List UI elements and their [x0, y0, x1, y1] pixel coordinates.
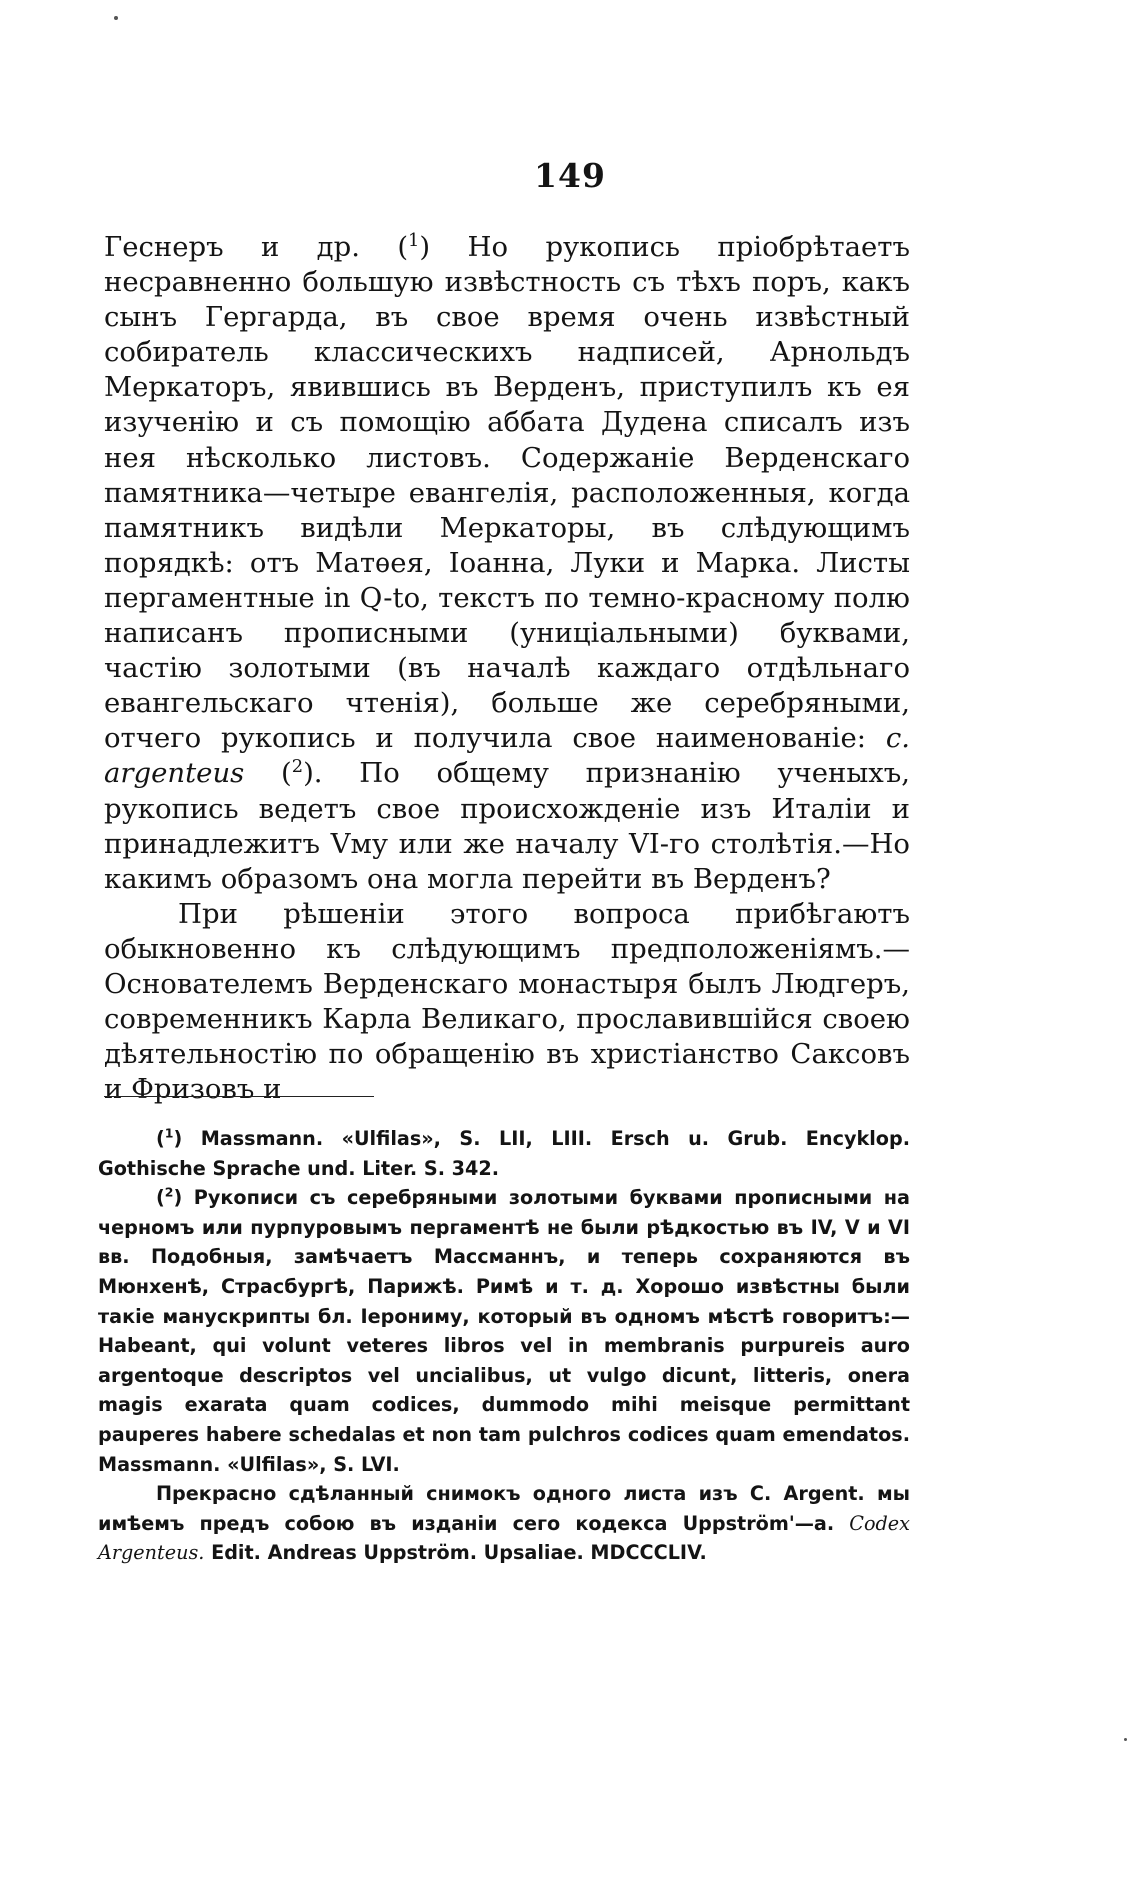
footnote-1: ($^1$) Massmann. «Ulfilas», S. LII, LIII. Ersch u. Grub. Encyklop. Gothische Sprache und. Liter. S. 342. [98, 1125, 910, 1180]
page-number: 149 [534, 156, 606, 195]
main-text [104, 230, 910, 1107]
footnotes [98, 1124, 910, 1568]
footnote-2: ($^2$) Рукописи съ серебряными золотыми буквами прописными на черномъ или пурпуровымъ пергаментѣ не были рѣдкостью въ IV, V и VI вв. Подобныя, замѣчаетъ Массманнъ, и теперь сохраняются въ Мюнхенѣ, Страсбургѣ, Парижѣ. Римѣ и т. д. Хорошо извѣстны были такіе манускрипты бл. Іерониму, который въ одномъ мѣстѣ говоритъ:—Habeant, qui volunt veteres libros vel in membranis purpureis auro argentoque descriptos vel uncialibus, ut vulgo dicunt, litteris, onera magis exarata quam codices, dummodo mihi meisque permittant pauperes habere schedalas et non tam pulchros codices quam emendatos. Massmann. «Ulfilas», S. LVI. [98, 1184, 910, 1476]
footnote-ref-1: 1 [408, 229, 420, 251]
footnote-ref-2: 2 [291, 756, 304, 778]
codex-title: Codex Argenteus. [98, 1511, 910, 1565]
footnote-2-marker: 2 [164, 1184, 174, 1200]
paragraph-1: Геснеръ и др. ($^1$) Но рукопись пріобрѣтаетъ несравненно большую извѣстность съ тѣхъ поръ, какъ сынъ Гергарда, въ свое время очень извѣстный собиратель классическихъ надписей, Арнольдъ Меркаторъ, явившись въ Верденъ, приступилъ къ ея изученію и съ помощію аббата Дудена списалъ изъ нея нѣсколько листовъ. Содержаніе Верденскаго памятника—четыре евангелія, расположенныя, когда памятникъ видѣли Меркаторы, въ слѣдующимъ порядкѣ: отъ Матѳея, Іоанна, Луки и Марка. Листы пергаментные in Q-to, текстъ по темно-красному полю написанъ прописными (униціальными) буквами, частію золотыми (въ началѣ каждаго отдѣльнаго евангельскаго чтенія), больше же серебряными, отчего рукопись и получила свое наименованіе: c. argenteus ($^2$). По общему признанію ученыхъ, рукопись ведетъ свое происхожденіе изъ Италіи и принадлежитъ Vму или же началу VI-го столѣтія.—Но какимъ образомъ она могла перейти въ Верденъ? [104, 229, 910, 895]
footnote-2-continuation: Прекрасно сдѣланный снимокъ одного листа изъ C. Argent. мы имѣемъ предъ собою въ изданіи сего кодекса Uppström'—а. Codex Argenteus. Edit. Andreas Uppström. Upsaliae. MDCCCLIV. [98, 1482, 910, 1565]
paragraph-2: При рѣшеніи этого вопроса прибѣгаютъ обыкновенно къ слѣдующимъ предположеніямъ.—Основателемъ Верденскаго монастыря былъ Людгеръ, современникъ Карла Великаго, прославившійся своею дѣятельностію по обращенію въ христіанство Саксовъ и Фризовъ и [104, 897, 910, 1106]
footnote-1-marker: 1 [164, 1125, 174, 1141]
codex-name: c. argenteus [104, 722, 910, 790]
scan-speck [114, 16, 118, 20]
scan-speck [1124, 1738, 1127, 1741]
footnote-divider [104, 1096, 374, 1097]
